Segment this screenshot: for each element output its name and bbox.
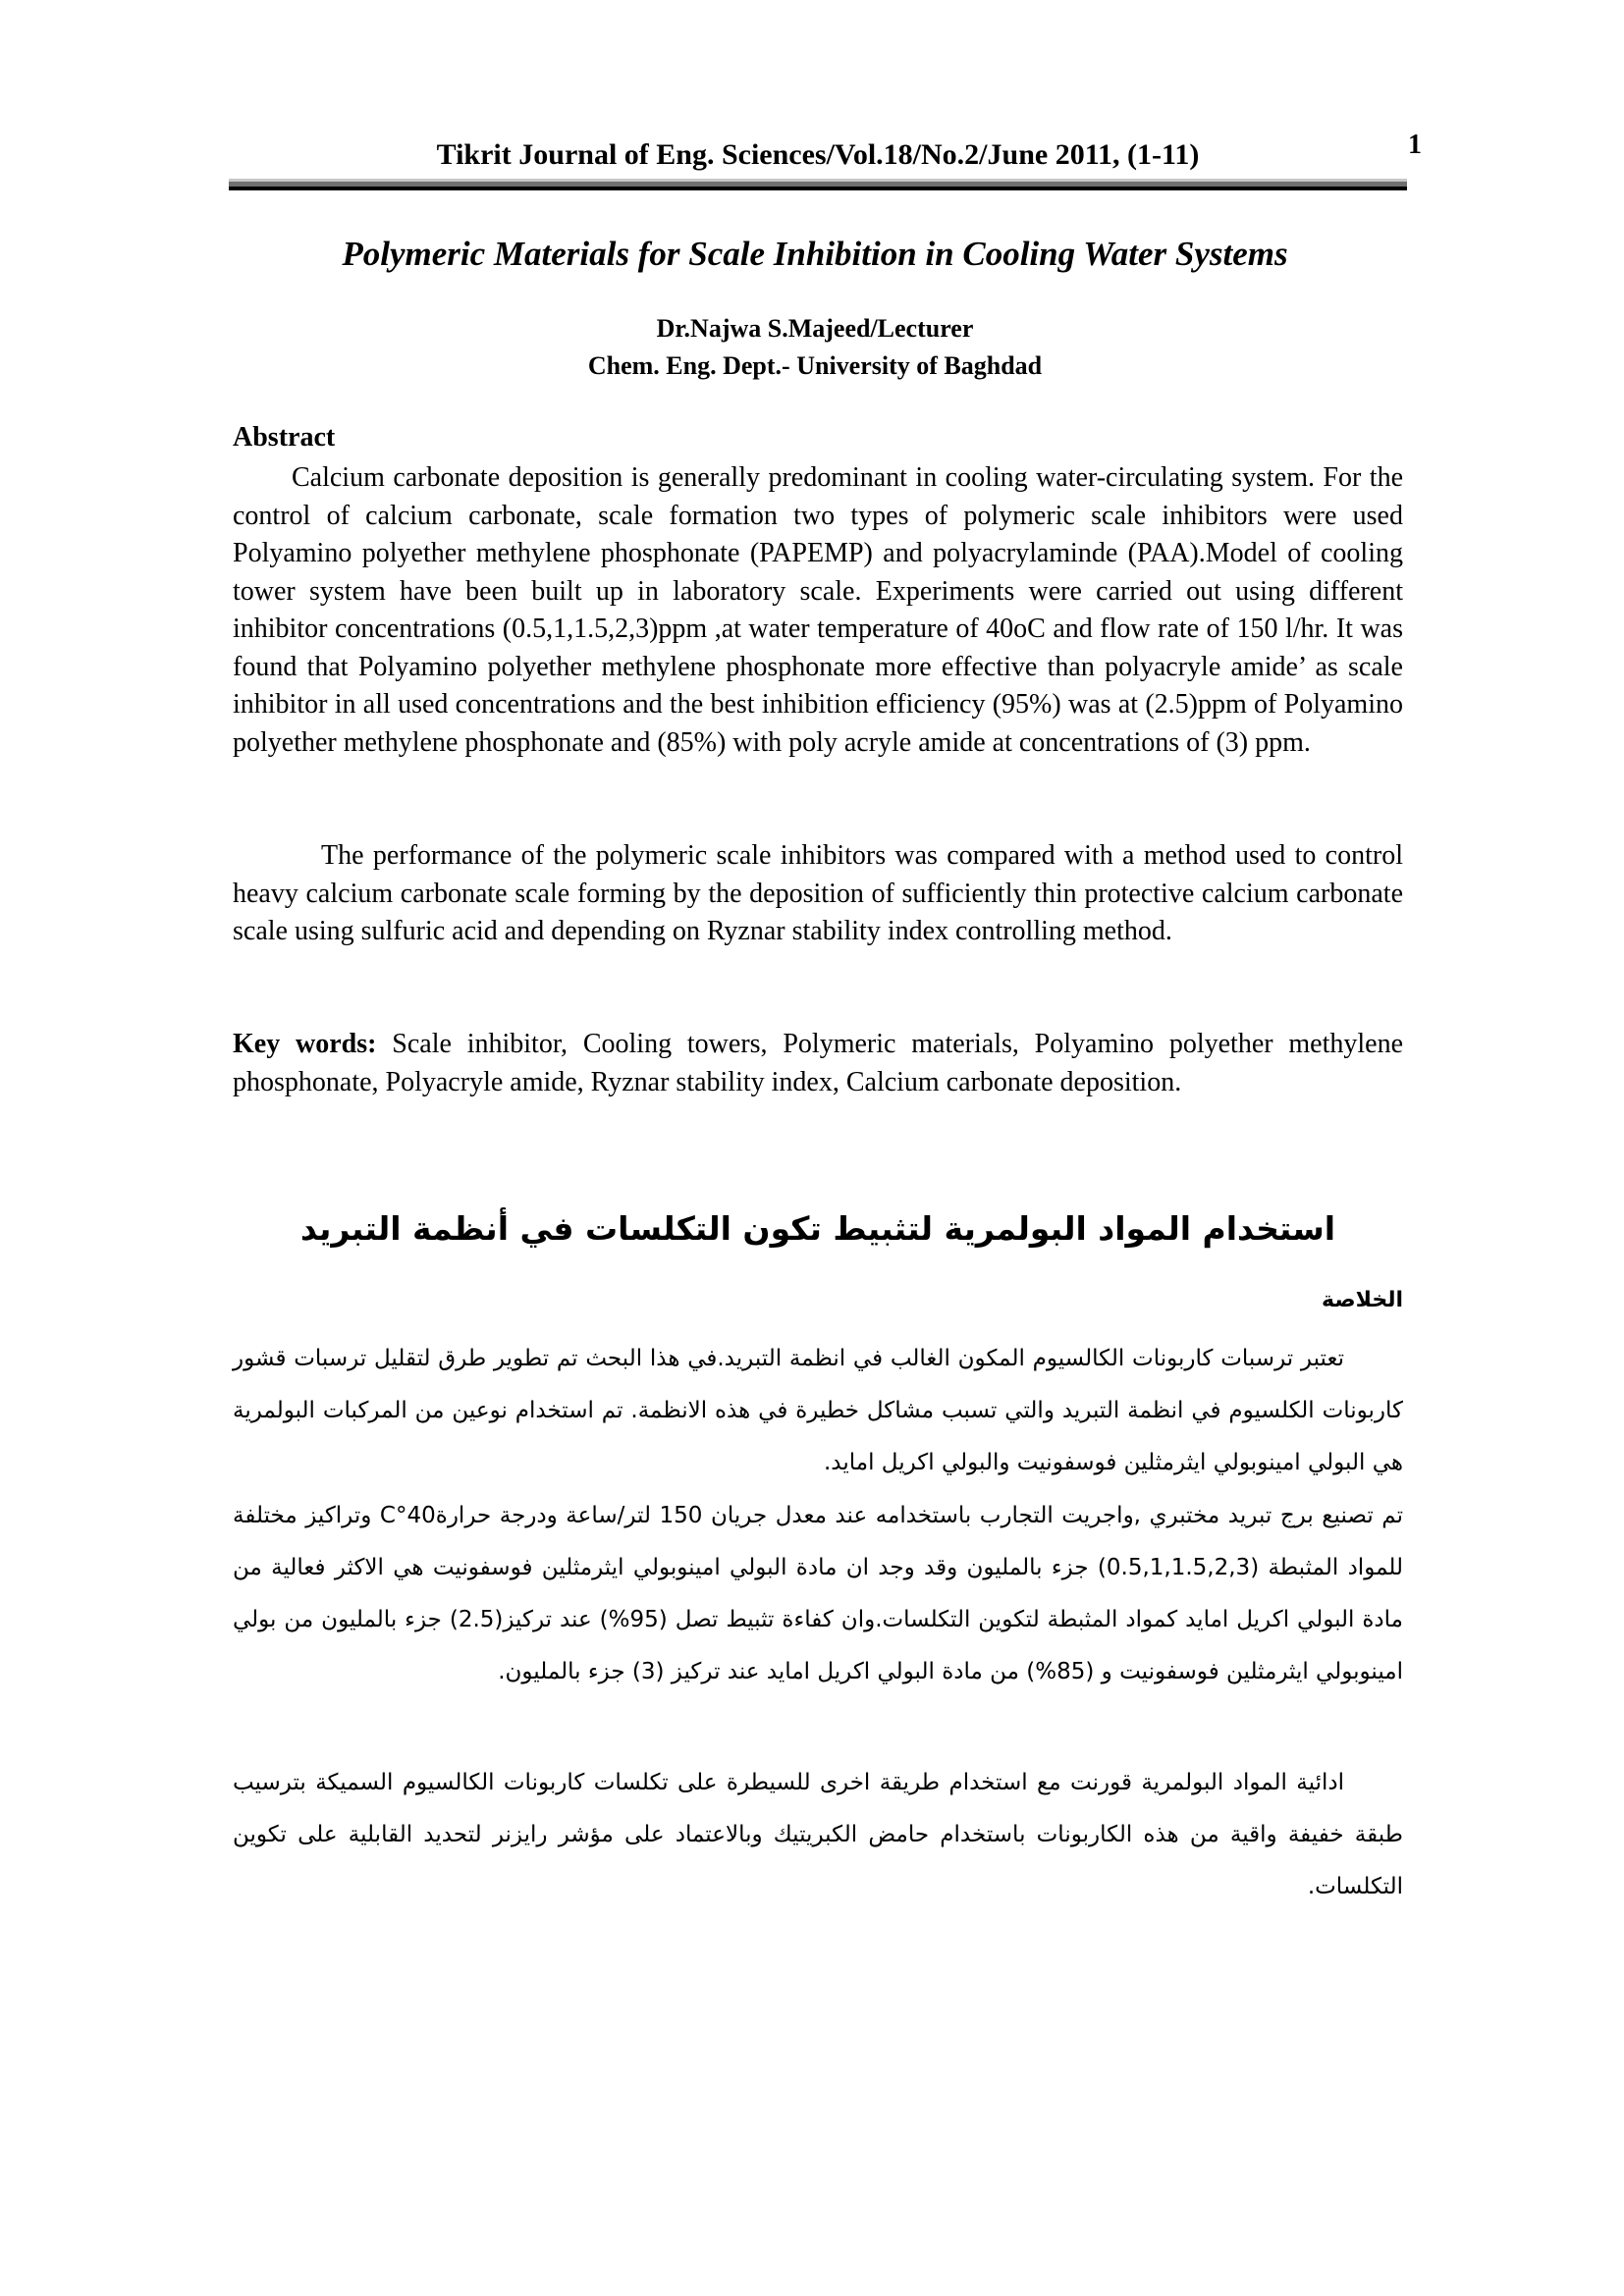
keywords-label: Key words: (233, 1029, 377, 1059)
author-block (196, 310, 1434, 385)
page-number: 1 (1408, 130, 1422, 160)
arabic-paragraph-2: تم تصنيع برج تبريد مختبري ,واجريت التجارب باستخدامه عند معدل جريان 150 لتر/ساعة ودرجة حرارة40°C وتراكيز مختلفة للمواد المثبطة (0.5,1,1.5,2,3) جزء بالمليون وقد وجد ان مادة البولي امينوبولي ايثرمثلين فوسفونيت هي الاكثر فعالية من مادة البولي اكريل امايد كمواد المثبطة لتكوين التكلسات.وان كفاءة تثبيط تصل (95%) عند تركيز(2.5) جزء بالمليون من بولي امينوبولي ايثرمثلين فوسفونيت و (85%) من مادة البولي اكريل امايد عند تركيز (3) جزء بالمليون. (233, 1503, 1403, 1684)
arabic-title: استخدام المواد البولمرية لتثبيط تكون التكلسات في أنظمة التبريد (299, 1209, 1336, 1248)
paper-title: Polymeric Materials for Scale Inhibition in Cooling Water Systems (342, 235, 1288, 273)
keywords-text: Scale inhibitor, Cooling towers, Polymeric materials, Polyamino polyether methylene phosphonate, Polyacryle amide, Ryznar stability index, Calcium carbonate deposition. (233, 1029, 1403, 1097)
arabic-abstract-heading: الخلاصة (1322, 1288, 1403, 1312)
author-name: Dr.Najwa S.Majeed/Lecturer (656, 314, 974, 343)
abstract-heading: Abstract (233, 422, 336, 453)
author-affiliation: Chem. Eng. Dept.- University of Baghdad (587, 351, 1043, 380)
keywords-section (233, 1026, 1403, 1101)
abstract-paragraph-2 (233, 837, 1403, 951)
arabic-paragraph-3: ادائية المواد البولمرية قورنت مع استخدام طريقة اخرى للسيطرة على تكلسات كاربونات الكالسيوم السميكة بترسيب طبقة خفيفة واقية من هذه الكاربونات باستخدام حامض الكبريتيك وبالاعتماد على مؤشر رايزنر لتحديد القابلية على تكوين التكلسات. (233, 1770, 1403, 1899)
arabic-paragraph-1: تعتبر ترسبات كاربونات الكالسيوم المكون الغالب في انظمة التبريد.في هذا البحث تم تطوير طرق لتقليل ترسبات قشور كاربونات الكلسيوم في انظمة التبريد والتي تسبب مشاكل خطيرة في هذه الانظمة. تم استخدام نوعين من المركبات البولمرية هي البولي امينوبولي ايثرمثلين فوسفونيت والبولي اكريل امايد. (233, 1346, 1403, 1475)
abstract-text-2: The performance of the polymeric scale inhibitors was compared with a method used to control heavy calcium carbonate scale forming by the deposition of sufficiently thin protective calcium carbonate scale using sulfuric acid and depending on Ryznar stability index controlling method. (233, 840, 1403, 946)
abstract-paragraph-1 (233, 459, 1403, 762)
running-header: Tikrit Journal of Eng. Sciences/Vol.18/No.2/June 2011, (1-11) (436, 138, 1200, 171)
keywords-paragraph (233, 1026, 1403, 1101)
abstract-text-1: Calcium carbonate deposition is generally predominant in cooling water-circulating system. For the control of calcium carbonate, scale formation two types of polymeric scale inhibitors were used Polyamino polyether methylene phosphonate (PAPEMP) and polyacrylaminde (PAA).Model of cooling tower system have been built up in laboratory scale. Experiments were carried out using different inhibitor concentrations (0.5,1,1.5,2,3)ppm ,at water temperature of 40oC and flow rate of 150 l/hr. It was found that Polyamino polyether methylene phosphonate more effective than polyacryle amide’ as scale inhibitor in all used concentrations and the best inhibition efficiency (95%) was at (2.5)ppm of Polyamino polyether methylene phosphonate and (85%) with poly acryle amide at concentrations of (3) ppm. (233, 462, 1403, 758)
header-rule (229, 179, 1407, 190)
rule-dark (229, 187, 1407, 190)
